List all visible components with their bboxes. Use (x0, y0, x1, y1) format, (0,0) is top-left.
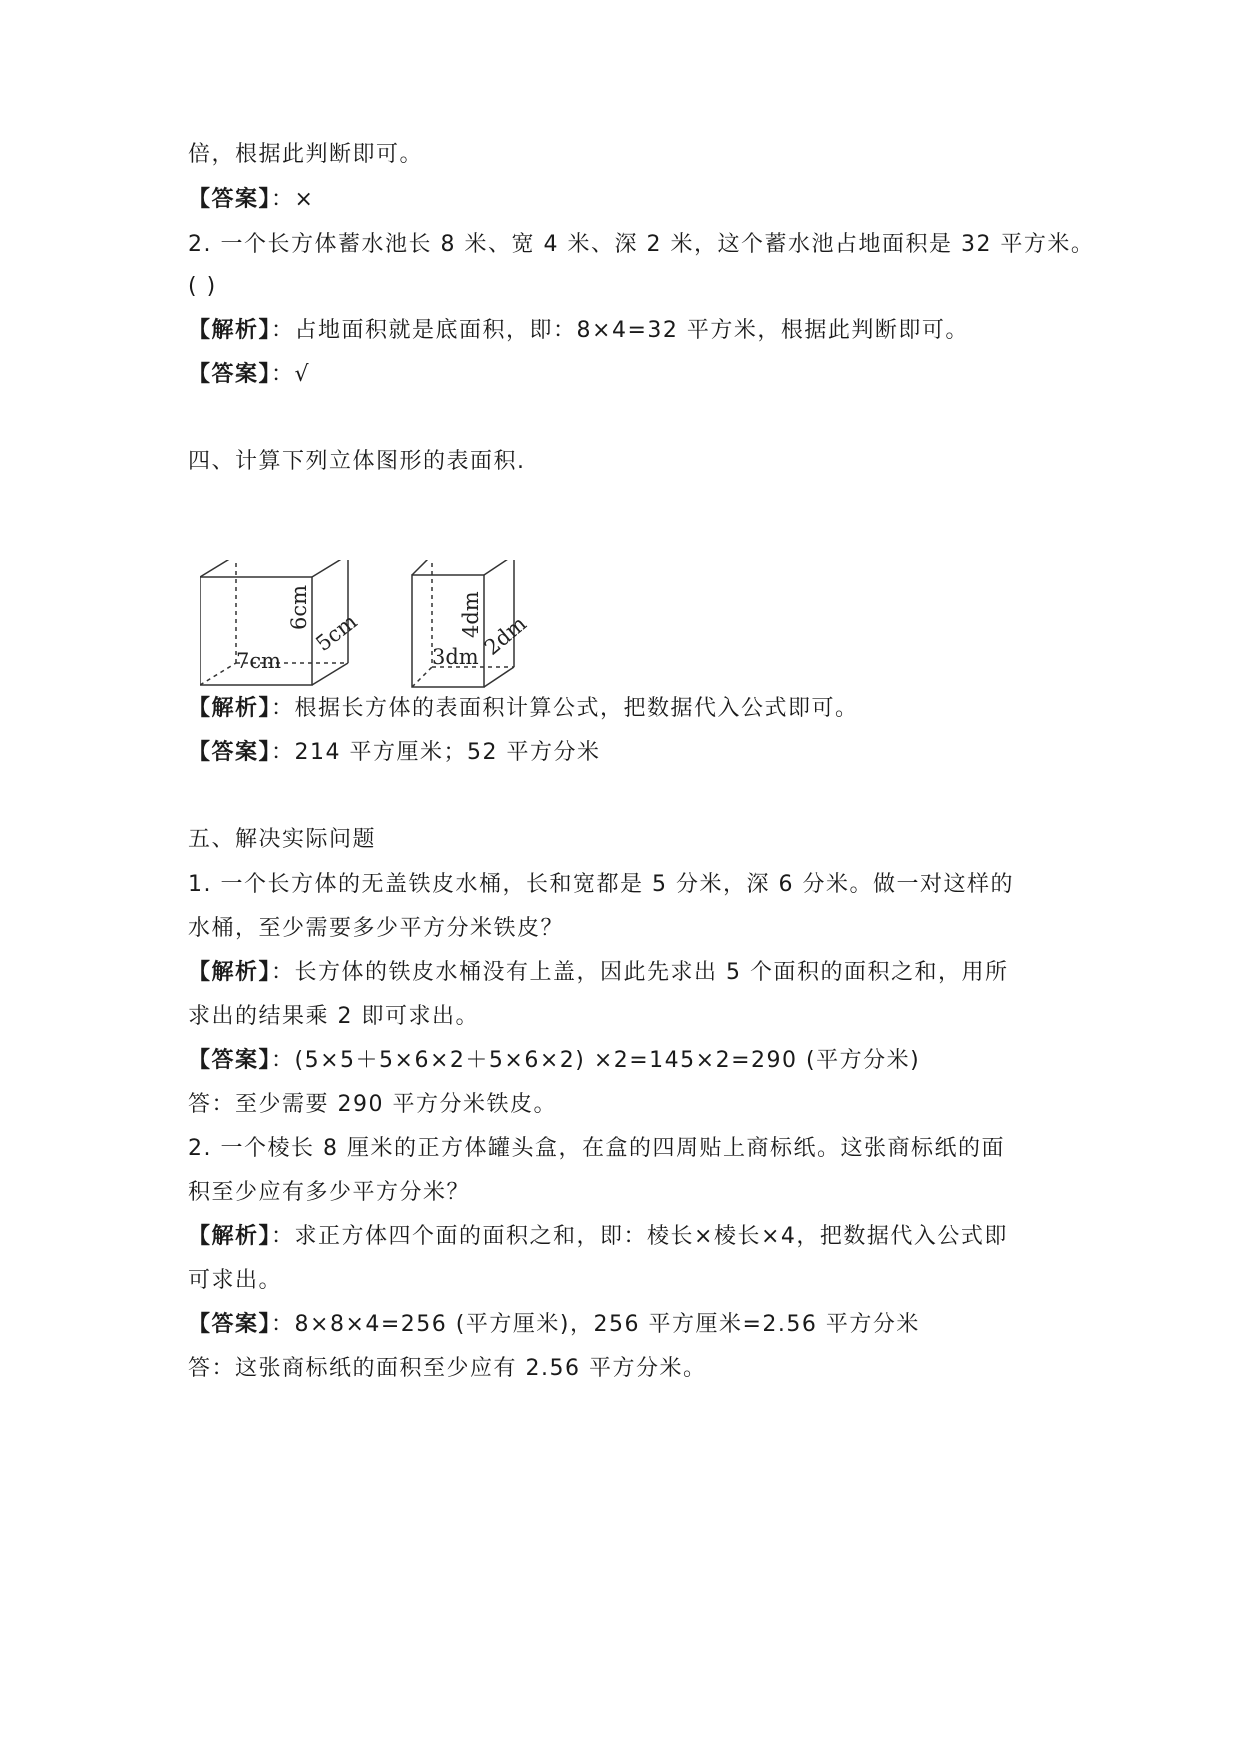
analysis-tag: 【解析】 (188, 960, 272, 985)
problem-1-line-2: 水桶，至少需要多少平方分米铁皮？ (188, 916, 565, 941)
cuboid-2-depth-label: 2dm (479, 611, 532, 660)
reply-line: 答：这张商标纸的面积至少应有 2.56 平方分米。 (188, 1356, 707, 1381)
analysis-line (188, 316, 969, 346)
cuboid-1-height-label: 6cm (287, 584, 311, 630)
answer-tag: 【答案】 (188, 1048, 272, 1073)
answer-value: ：× (271, 187, 315, 212)
question-number: 2. (188, 232, 212, 257)
answer-tag: 【答案】 (188, 187, 272, 212)
analysis-text: ：根据长方体的表面积计算公式，把数据代入公式即可。 (271, 696, 859, 721)
answer-value: ：8×8×4=256 (平方厘米)，256 平方厘米=2.56 平方分米 (271, 1312, 920, 1337)
answer-line (188, 1046, 920, 1076)
answer-line (188, 1310, 920, 1340)
analysis-line (188, 694, 859, 724)
analysis-text: ：长方体的铁皮水桶没有上盖，因此先求出 5 个面积的面积之和，用所 (271, 960, 1009, 985)
analysis-tag: 【解析】 (188, 1224, 272, 1249)
question-text: 一个长方体蓄水池长 8 米、宽 4 米、深 2 米，这个蓄水池占地面积是 32 平方米。 (220, 232, 1095, 257)
section-5-title: 五、解决实际问题 (188, 827, 377, 852)
problem-2-line-2: 积至少应有多少平方分米？ (188, 1180, 471, 1205)
problem-2-line-1: 2. 一个棱长 8 厘米的正方体罐头盒，在盒的四周贴上商标纸。这张商标纸的面 (188, 1136, 1005, 1161)
cuboid-2-edge (484, 560, 514, 575)
cuboid-1-depth-label: 5cm (311, 609, 362, 656)
answer-tag: 【答案】 (188, 362, 272, 387)
answer-line (188, 360, 310, 390)
analysis-text: ：占地面积就是底面积，即：8×4=32 平方米，根据此判断即可。 (271, 318, 969, 343)
cuboid-2-width-label: 3dm (432, 645, 479, 669)
cuboid-2-hidden-edge (412, 667, 432, 687)
question-2 (188, 230, 1094, 260)
cuboid-2-edge (412, 560, 432, 575)
answer-line (188, 185, 314, 215)
analysis-line-2: 可求出。 (188, 1268, 283, 1293)
cuboid-2-height-label: 4dm (459, 591, 483, 638)
analysis-line (188, 958, 1009, 988)
analysis-line-2: 求出的结果乘 2 即可求出。 (188, 1004, 479, 1029)
cuboid-1-edge (312, 663, 348, 685)
cuboid-2-edge (484, 667, 514, 687)
answer-tag: 【答案】 (188, 1312, 272, 1337)
cuboid-1-edge (312, 560, 348, 577)
answer-line (188, 738, 601, 768)
continued-text: 倍，根据此判断即可。 (188, 142, 424, 167)
answer-tag: 【答案】 (188, 740, 272, 765)
problem-1-line-1: 1. 一个长方体的无盖铁皮水桶，长和宽都是 5 分米，深 6 分米。做一对这样的 (188, 872, 1014, 897)
answer-value: ：(5×5＋5×6×2＋5×6×2) ×2=145×2=290 (平方分米) (271, 1048, 921, 1073)
cuboid-1-width-label: 7cm (236, 649, 282, 673)
answer-paren: ( ) (188, 274, 217, 299)
analysis-text: ：求正方体四个面的面积之和，即：棱长×棱长×4，把数据代入公式即 (271, 1224, 1008, 1249)
analysis-line (188, 1222, 1008, 1252)
cuboid-1-edge (200, 560, 236, 577)
analysis-tag: 【解析】 (188, 318, 272, 343)
answer-value: ：214 平方厘米；52 平方分米 (271, 740, 601, 765)
cuboid-1-hidden-edge (200, 663, 236, 685)
section-4-title: 四、计算下列立体图形的表面积. (188, 449, 526, 474)
reply-line: 答：至少需要 290 平方分米铁皮。 (188, 1092, 557, 1117)
answer-value: ：√ (271, 362, 311, 387)
analysis-tag: 【解析】 (188, 696, 272, 721)
